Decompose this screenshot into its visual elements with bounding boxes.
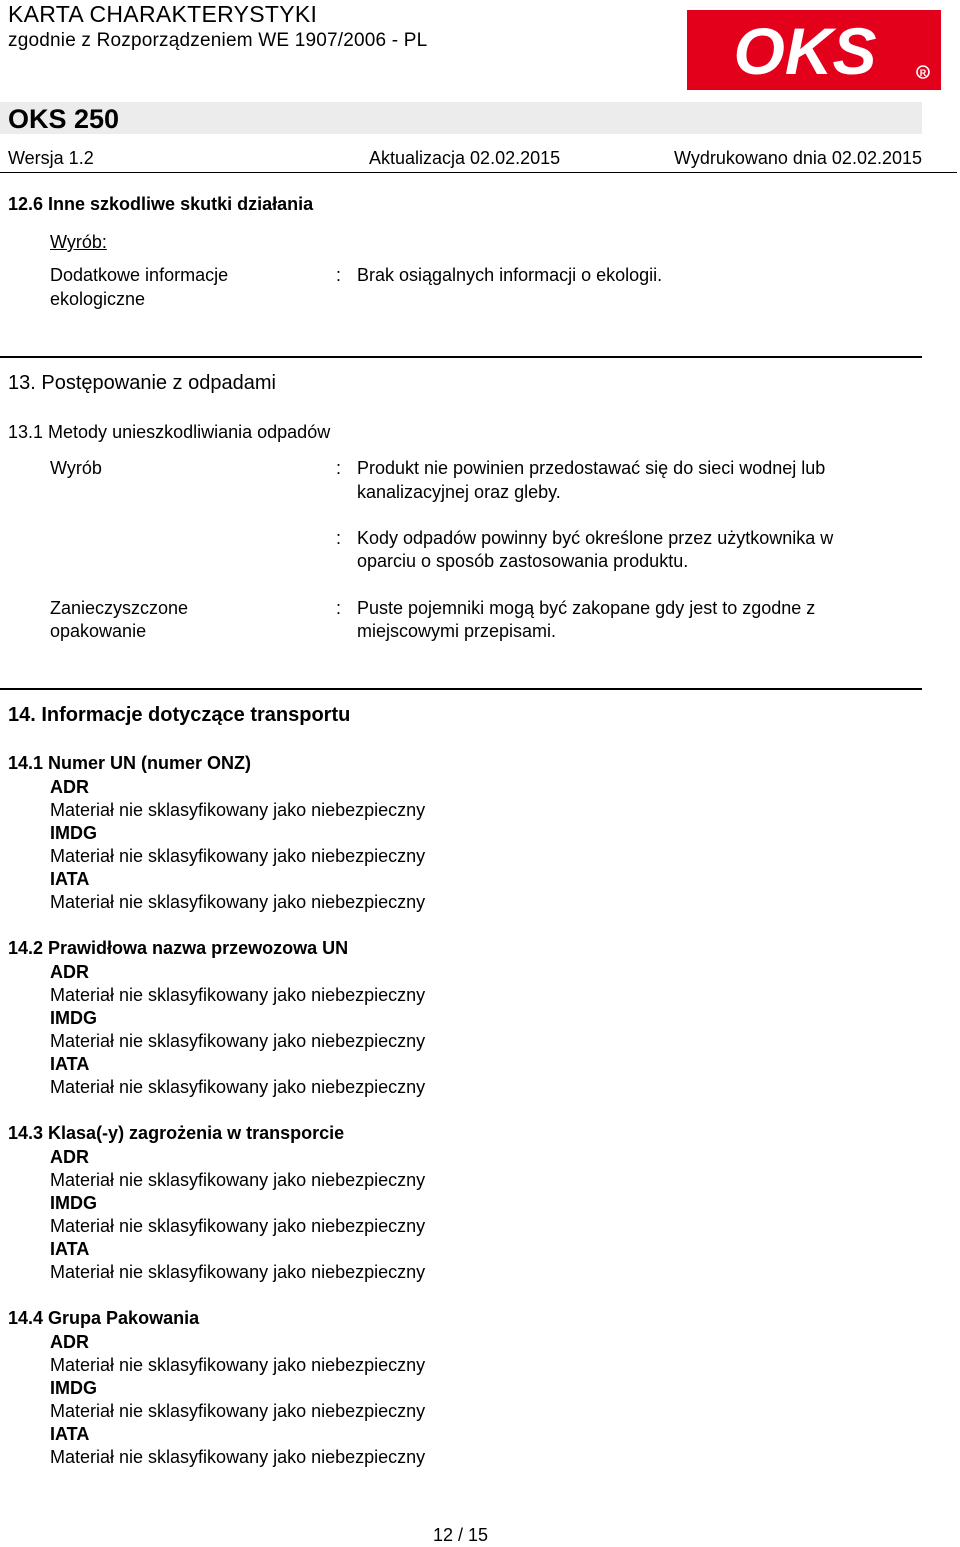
adr-value: Materiał nie sklasyfikowany jako niebezpieczny — [50, 985, 426, 1005]
section-divider — [0, 356, 922, 358]
svg-text:R: R — [919, 68, 927, 78]
imdg-label: IMDG — [50, 1008, 97, 1028]
section-14-4-title: 14.4 Grupa Pakowania — [8, 1308, 200, 1328]
adr-label: ADR — [50, 777, 89, 797]
colon: : — [336, 458, 342, 478]
product-bar — [0, 102, 922, 134]
section-13-title: 13. Postępowanie z odpadami — [8, 372, 276, 394]
imdg-label: IMDG — [50, 1378, 97, 1398]
printed-label: Wydrukowano dnia 02.02.2015 — [674, 148, 923, 168]
document-title: KARTA CHARAKTERYSTYKI — [8, 1, 318, 27]
waste-product-label: Wyrób — [50, 458, 102, 478]
eco-info-value: Brak osiągalnych informacji o ekologii. — [357, 265, 663, 285]
section-divider — [0, 688, 922, 690]
iata-label: IATA — [50, 1054, 90, 1074]
iata-label: IATA — [50, 1239, 90, 1259]
logo-text: OKS — [733, 14, 877, 88]
page-number: 12 / 15 — [433, 1525, 489, 1545]
adr-label: ADR — [50, 1147, 89, 1167]
iata-label: IATA — [50, 1424, 90, 1444]
iata-value: Materiał nie sklasyfikowany jako niebezpieczny — [50, 1077, 426, 1097]
imdg-value: Materiał nie sklasyfikowany jako niebezpieczny — [50, 1031, 426, 1051]
iata-value: Materiał nie sklasyfikowany jako niebezpieczny — [50, 892, 426, 912]
document-subtitle: zgodnie z Rozporządzeniem WE 1907/2006 - PL — [8, 30, 428, 51]
iata-label: IATA — [50, 869, 90, 889]
iata-value: Materiał nie sklasyfikowany jako niebezpieczny — [50, 1447, 426, 1467]
colon: : — [336, 265, 342, 285]
colon: : — [336, 598, 342, 618]
adr-value: Materiał nie sklasyfikowany jako niebezpieczny — [50, 1170, 426, 1190]
eco-info-label-line1: Dodatkowe informacje — [50, 265, 229, 285]
section-13-1-title: 13.1 Metody unieszkodliwiania odpadów — [8, 422, 331, 442]
imdg-value: Materiał nie sklasyfikowany jako niebezpieczny — [50, 846, 426, 866]
section-12-6-title: 12.6 Inne szkodliwe skutki działania — [8, 194, 314, 214]
waste-product-value-line1: Produkt nie powinien przedostawać się do sieci wodnej lub — [357, 458, 826, 478]
section-14-title: 14. Informacje dotyczące transportu — [8, 704, 351, 726]
packaging-value-line1: Puste pojemniki mogą być zakopane gdy jest to zgodne z — [357, 598, 816, 618]
updated-label: Aktualizacja 02.02.2015 — [369, 148, 561, 168]
version-label: Wersja 1.2 — [8, 148, 94, 168]
imdg-label: IMDG — [50, 823, 97, 843]
imdg-value: Materiał nie sklasyfikowany jako niebezpieczny — [50, 1216, 426, 1236]
colon: : — [336, 528, 342, 548]
imdg-label: IMDG — [50, 1193, 97, 1213]
iata-value: Materiał nie sklasyfikowany jako niebezpieczny — [50, 1262, 426, 1282]
waste-codes-value-line1: Kody odpadów powinny być określone przez użytkownika w — [357, 528, 834, 548]
packaging-value-line2: miejscowymi przepisami. — [357, 621, 557, 641]
waste-codes-value-line2: oparciu o sposób zastosowania produktu. — [357, 551, 689, 571]
waste-product-value-line2: kanalizacyjnej oraz gleby. — [357, 482, 561, 502]
section-14-3-title: 14.3 Klasa(-y) zagrożenia w transporcie — [8, 1123, 345, 1143]
adr-value: Materiał nie sklasyfikowany jako niebezpieczny — [50, 800, 426, 820]
header-divider — [0, 172, 957, 173]
product-label: Wyrób: — [50, 232, 107, 252]
packaging-label-line2: opakowanie — [50, 621, 147, 641]
adr-value: Materiał nie sklasyfikowany jako niebezpieczny — [50, 1355, 426, 1375]
section-14-2-title: 14.2 Prawidłowa nazwa przewozowa UN — [8, 938, 349, 958]
adr-label: ADR — [50, 962, 89, 982]
packaging-label-line1: Zanieczyszczone — [50, 598, 189, 618]
section-14-1-title: 14.1 Numer UN (numer ONZ) — [8, 753, 252, 773]
adr-label: ADR — [50, 1332, 89, 1352]
oks-logo — [687, 10, 941, 90]
eco-info-label-line2: ekologiczne — [50, 289, 146, 309]
imdg-value: Materiał nie sklasyfikowany jako niebezpieczny — [50, 1401, 426, 1421]
product-name: OKS 250 — [8, 104, 120, 134]
